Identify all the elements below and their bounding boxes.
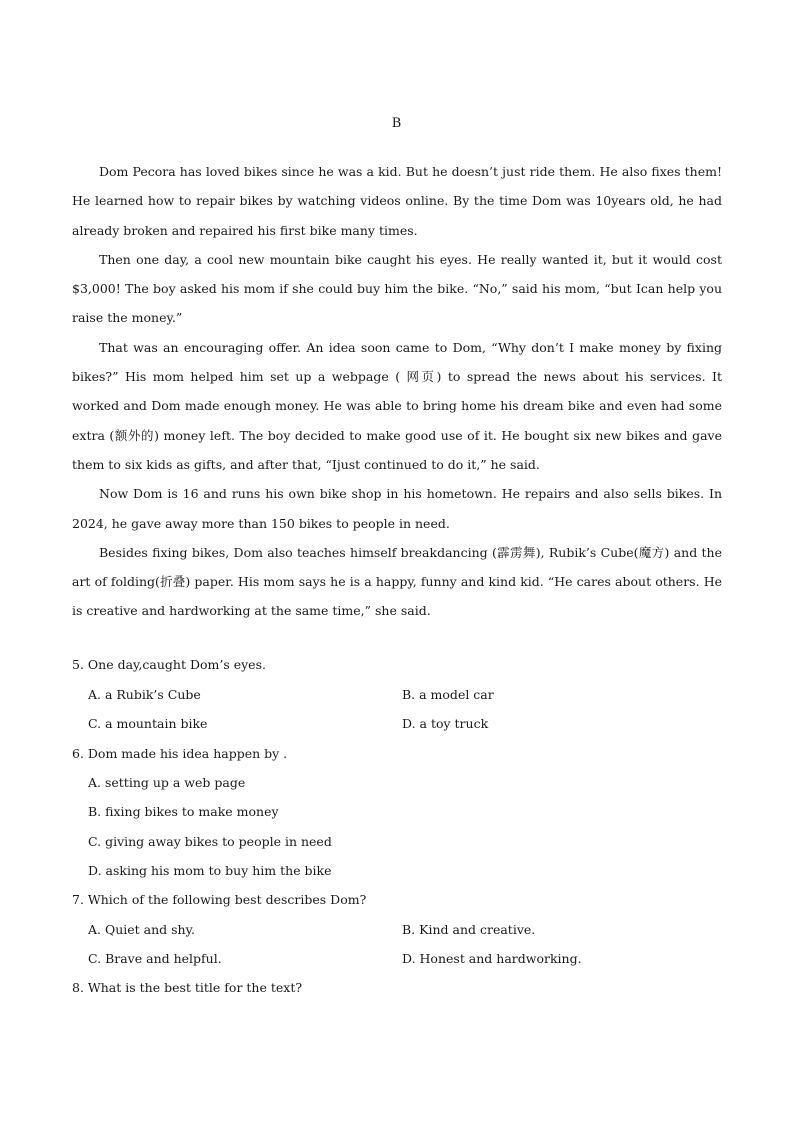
reading-passage [72,157,722,626]
question-6-stem: 6. Dom made his idea happen by . [72,746,288,761]
section-heading: B [391,116,402,131]
question-7-option-a: A. Quiet and shy. [88,922,195,937]
question-5-option-a: A. a Rubik’s Cube [88,687,201,702]
question-6-option-a: A. setting up a web page [88,775,246,790]
question-5-stem: 5. One day,caught Dom’s eyes. [72,657,266,672]
question-7-option-c: C. Brave and helpful. [88,951,222,966]
question-5-option-c: C. a mountain bike [88,716,208,731]
question-7-option-b: B. Kind and creative. [402,922,536,937]
question-6-option-d: D. asking his mom to buy him the bike [88,863,332,878]
question-6-option-c: C. giving away bikes to people in need [88,834,332,849]
question-7-option-d: D. Honest and hardworking. [402,951,582,966]
passage-paragraph: Then one day, a cool new mountain bike caught his eyes. He really wanted it, but it would cost $3,000! The boy asked his mom if she could buy him the bike. “No,” said his mom, “but Ican help you raise the money.” [72,251,722,326]
passage-paragraph: That was an encouraging offer. An idea soon came to Dom, “Why don’t I make money by fixing bikes?” His mom helped him set up a webpage ( 网页) to spread the news about his services. It worked and Dom made enough money. He was able to bring home his dream bike and even had some extra (额外的) money left. The boy decided to make good use of it. He bought six new bikes and gave them to six kids as gifts, and after that, “Ijust continued to do it,” he said. [72,339,722,472]
question-5-option-d: D. a toy truck [402,716,489,731]
question-7-stem: 7. Which of the following best describes Dom? [72,892,367,907]
passage-paragraph: Dom Pecora has loved bikes since he was a kid. But he doesn’t just ride them. He also fixes them! He learned how to repair bikes by watching videos online. By the time Dom was 10years old, he had already broken and repaired his first bike many times. [72,164,722,238]
passage-paragraph: Now Dom is 16 and runs his own bike shop in his hometown. He repairs and also sells bikes. In 2024, he gave away more than 150 bikes to people in need. [72,486,722,531]
passage-paragraph: Besides fixing bikes, Dom also teaches himself breakdancing (霹雳舞), Rubik’s Cube(魔方) and the art of folding(折叠) paper. His mom says he is a happy, funny and kind kid. “He cares about others. He is creative and hardworking at the same time,” she said. [72,544,722,619]
question-8-stem: 8. What is the best title for the text? [72,980,303,995]
question-5-option-b: B. a model car [402,687,494,702]
question-6-option-b: B. fixing bikes to make money [88,804,279,819]
